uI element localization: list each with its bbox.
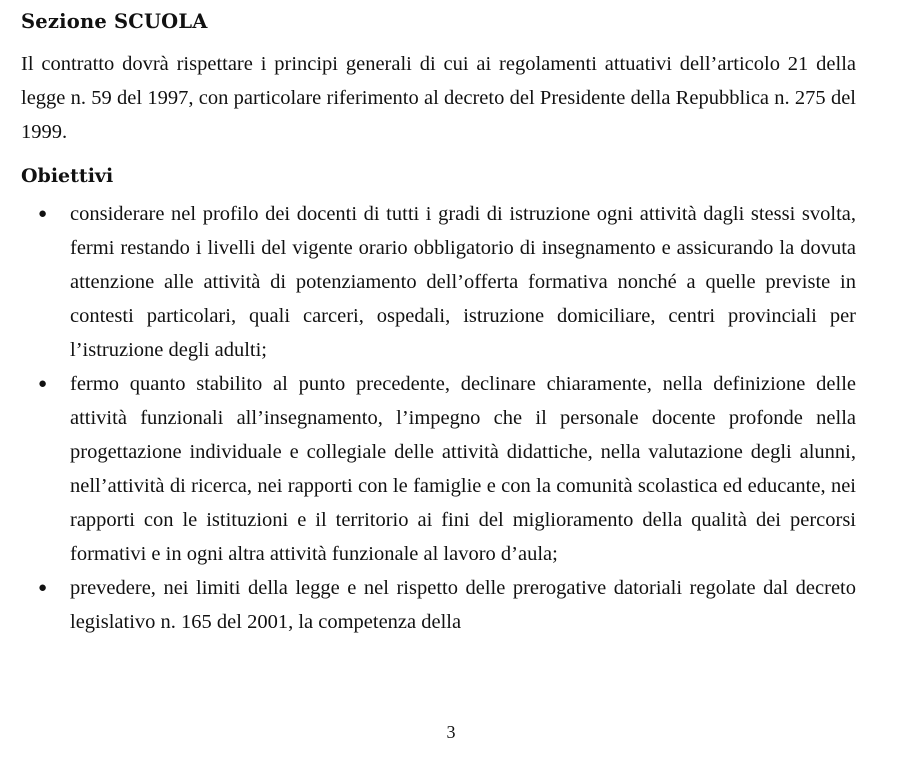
bullet-icon: ● <box>38 580 48 596</box>
bullet-icon: ● <box>38 376 48 392</box>
objectives-heading: Obiettivi <box>21 165 114 187</box>
list-item <box>18 571 856 639</box>
list-item <box>18 367 856 571</box>
list-item-text: considerare nel profilo dei docenti di tutti i gradi di istruzione ogni attività dagli stessi svolta, fermi restando i livelli del vigente orario obbligatorio di insegnamento e assicurando la dovuta attenzione alle attività di potenziamento dell’offerta formativa nonché a quelle previste in contesti particolari, quali carceri, ospedali, istruzione domiciliare, centri provinciali per l’istruzione degli adulti; <box>70 203 856 361</box>
intro-paragraph: Il contratto dovrà rispettare i principi generali di cui ai regolamenti attuativi dell’articolo 21 della legge n. 59 del 1997, con particolare riferimento al decreto del Presidente della Repubblica n. 275 del 1999. <box>21 53 856 143</box>
list-item-text: fermo quanto stabilito al punto precedente, declinare chiaramente, nella definizione delle attività funzionali all’insegnamento, l’impegno che il personale docente profonde nella progettazione individuale e collegiale delle attività didattiche, nella valutazione degli alunni, nell’attività di ricerca, nei rapporti con le famiglie e con la comunità scolastica ed educante, nei rapporti con le istituzioni e il territorio ai fini del miglioramento della qualità dei percorsi formativi e in ogni altra attività funzionale al lavoro d’aula; <box>70 373 856 565</box>
page-number: 3 <box>446 722 456 742</box>
list-item-text: prevedere, nei limiti della legge e nel rispetto delle prerogative datoriali regolate dal decreto legislativo n. 165 del 2001, la competenza della <box>70 577 856 633</box>
section-title: Sezione SCUOLA <box>21 10 208 33</box>
list-item <box>18 197 856 367</box>
objectives-list <box>18 197 856 639</box>
bullet-icon: ● <box>38 206 48 222</box>
